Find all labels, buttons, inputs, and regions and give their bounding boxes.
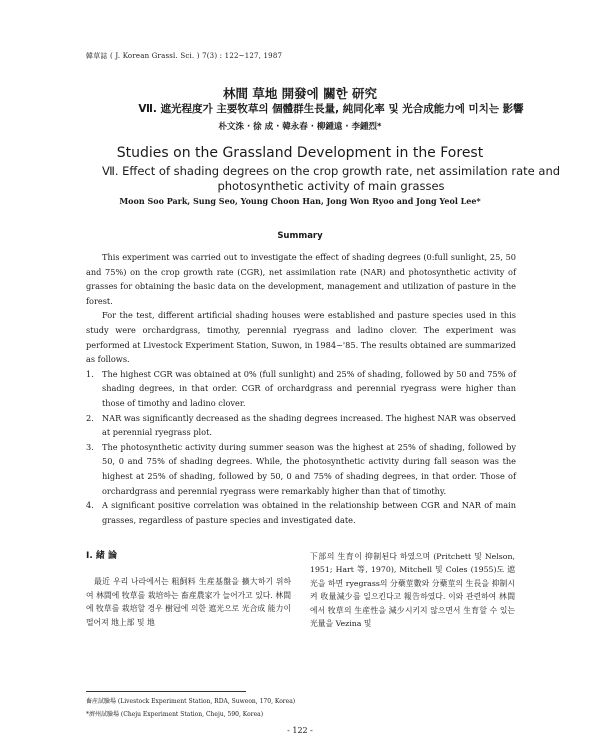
english-authors: Moon Soo Park, Sung Seo, Young Choon Han, Jong Won Ryoo and Jong Yeol Lee* (119, 196, 481, 206)
footnote-affiliation-1: 畜産試驗場 (Livestock Experiment Station, RDA, Suweon, 170, Korea) (86, 698, 296, 705)
korean-title: 林間 草地 開發에 關한 研究 (222, 86, 378, 101)
summary-item (86, 440, 516, 498)
english-title: Studies on the Grassland Development in the Forest (116, 145, 484, 161)
korean-subtitle: Ⅶ. 遮光程度가 主要牧草의 個體群生長量, 純同化率 및 光合成能力에 미치는 影響 (138, 103, 524, 115)
item-number: 4. (86, 500, 94, 511)
intro-left-text: 最近 우리 나라에서는 粗飼料 生産基盤을 擴大하기 위하여 林間에 牧草를 栽培하는 畜産農家가 늘어가고 있다. 林間에 牧草를 栽培할 경우 樹冠에 의한 遮光으로 光合成 能力이 떨어져 地上部 및 地 (86, 577, 291, 627)
summary-results-list (86, 367, 516, 528)
item-text: NAR was significantly decreased as the shading degrees increased. The highest NAR was observed at perennial ryegrass plot. (102, 412, 516, 438)
intro-right-text: 下部의 生育이 抑制된다 하였으며 (Pritchett 및 Nelson, 1951; Hart 等, 1970), Mitchell 및 Coles (1955)도 遮光을 하면 ryegrass의 分蘗莖數와 分蘗莖의 生長을 抑制시켜 收量減少를 일으킨다고 報告하였다. 이와 관련하여 林間에서 牧草의 生産性을 減少시키지 않으면서 生育할 수 있는 光量을 Vezina 및 (310, 552, 515, 629)
item-number: 2. (86, 412, 94, 423)
korean-authors: 朴文洙 · 徐 成 · 韓永春 · 柳鍾遠 · 李鍾烈* (218, 122, 382, 132)
summary-item (86, 411, 516, 440)
summary-body (86, 250, 516, 527)
summary-item (86, 498, 516, 527)
intro-left-column (86, 550, 291, 629)
journal-citation: 韓草誌 ( J. Korean Grassl. Sci. ) 7(3) : 122~127, 1987 (86, 52, 283, 60)
summary-heading: Summary (277, 231, 323, 241)
footnote-divider (86, 691, 246, 692)
intro-right-column (310, 550, 515, 630)
item-text: A significant positive correlation was obtained in the relationship between CGR and NAR of main grasses, regardless of pasture species and investigated date. (102, 500, 516, 525)
summary-paragraph: For the test, different artificial shading houses were established and pasture species used in this study were orchardgrass, timothy, perennial ryegrass and ladino clover. The experiment was performed at Livestock Experiment Station, Suwon, in 1984~'85. The results obtained are summarized as follows. (86, 310, 516, 365)
summary-paragraph: This experiment was carried out to investigate the effect of shading degrees (0:full sunlight, 25, 50 and 75%) on the crop growth rate (CGR), net assimilation rate (NAR) and photosynthetic activity of grasses for obtaining the basic data on the development, management and utilization of pasture in the forest. (86, 252, 516, 306)
item-number: 1. (86, 368, 94, 379)
page-number: - 122 - (287, 726, 313, 735)
item-number: 3. (86, 441, 94, 452)
footnote-affiliation-2: *濟州試驗場 (Cheju Experiment Station, Cheju, 590, Korea) (86, 711, 264, 718)
item-text: The highest CGR was obtained at 0% (full sunlight) and 25% of shading, followed by 50 and 75% of shading degrees, in that order. CGR of orchardgrass and perennial ryegrass were higher than those of timothy and ladino clover. (102, 368, 516, 408)
item-text: The photosynthetic activity during summer season was the highest at 25% of shading, followed by 50, 0 and 75% of shading degrees. While, the photosynthetic activity during fall season was the highest at 25% of shading, followed by 50, 0 and 75% of shading degrees, in that order. Those of orchardgrass and perennial ryegrass were remarkably higher than that of timothy. (102, 441, 516, 496)
summary-item (86, 367, 516, 411)
section-heading: Ⅰ. 緒 論 (86, 551, 118, 561)
english-subtitle: Ⅶ. Effect of shading degrees on the crop growth rate, net assimilation rate and photosynthetic activity of main grasses (101, 164, 561, 193)
